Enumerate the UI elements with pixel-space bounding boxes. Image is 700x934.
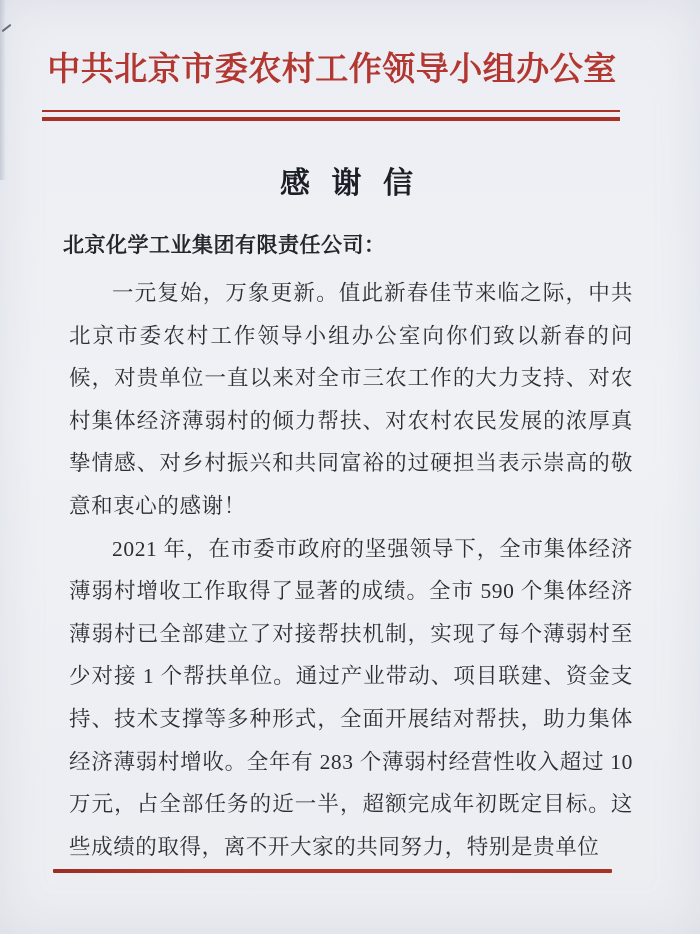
- letterhead: [0, 0, 700, 121]
- letterhead-double-rule: [42, 110, 620, 121]
- recipient-salutation: 北京化学工业集团有限责任公司：: [63, 234, 386, 257]
- letter-paragraph-2: 2021 年，在市委市政府的坚强领导下，全市集体经济薄弱村增收工作取得了显著的成绩。全市 590 个集体经济薄弱村已全部建立了对接帮扶机制，实现了每个薄弱村至少对接 1 个帮扶单位。通过产业带动、项目联建、资金支持、技术支撑等多种形式，全面开展结对帮扶，助力集体经济薄弱村增收。全年有 283 个薄弱村经营性收入超过 10 万元，占全部任务的近一半，超额完成年初既定目标。这些成绩的取得，离不开大家的共同努力，特别是贵单位: [69, 536, 633, 859]
- letter-title: 感 谢 信: [280, 167, 420, 200]
- letterhead-org-name: 中共北京市委农村工作领导小组办公室: [47, 52, 617, 88]
- footer-rule: [53, 869, 612, 873]
- letter-body: [69, 272, 633, 868]
- letter-paragraph-1: 一元复始，万象更新。值此新春佳节来临之际，中共北京市委农村工作领导小组办公室向你们致以新春的问候，对贵单位一直以来对全市三农工作的大力支持、对农村集体经济薄弱村的倾力帮扶、对农村农民发展的浓厚真挚情感、对乡村振兴和共同富裕的过硬担当表示崇高的敬意和衷心的感谢！: [69, 281, 633, 518]
